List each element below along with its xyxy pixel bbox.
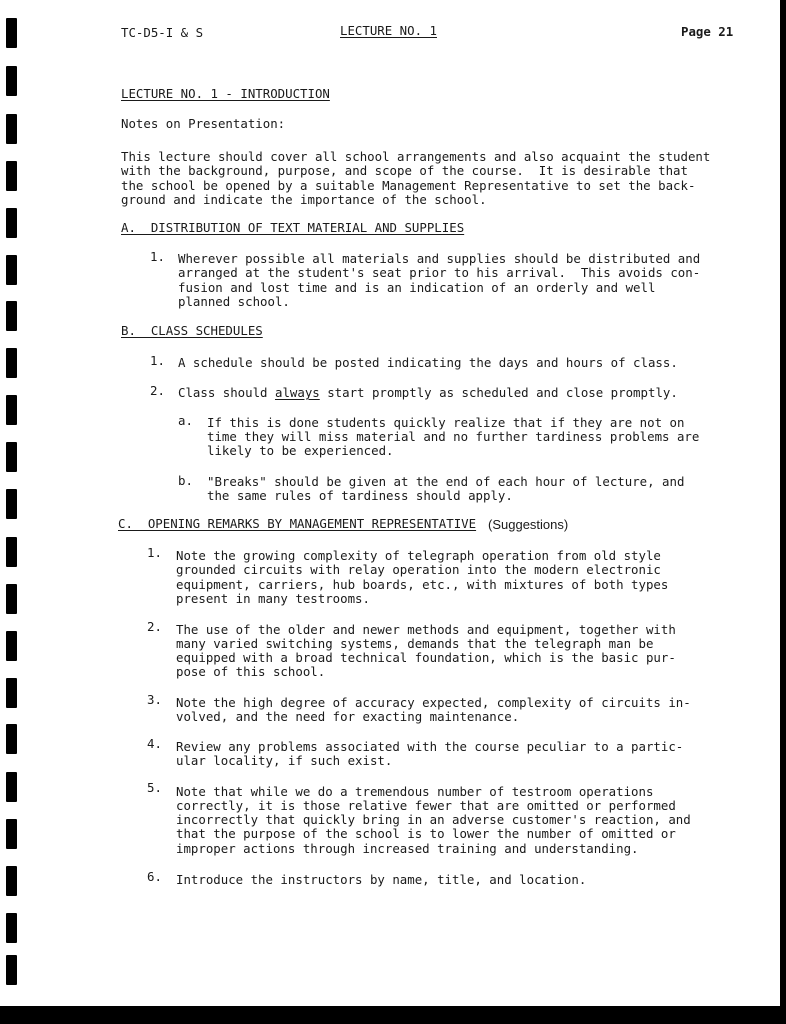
binding-mark bbox=[6, 724, 17, 754]
scan-right-edge bbox=[780, 0, 786, 1024]
list-item-line: equipped with a broad technical foundation, which is the basic pur- bbox=[176, 650, 676, 665]
sub-item-line: likely to be experienced. bbox=[207, 443, 394, 458]
section-c-heading: C. OPENING REMARKS BY MANAGEMENT REPRESENTATIVE bbox=[118, 516, 477, 531]
sub-item-line: time they will miss material and no further tardiness problems are bbox=[207, 429, 700, 444]
item-number: 5. bbox=[147, 780, 162, 795]
binding-mark bbox=[6, 255, 17, 285]
binding-mark bbox=[6, 772, 17, 802]
header-lecture-title: LECTURE NO. 1 bbox=[340, 23, 437, 38]
text-run: start promptly as scheduled and close promptly. bbox=[319, 385, 678, 400]
binding-mark bbox=[6, 301, 17, 331]
list-item-line: volved, and the need for exacting maintenance. bbox=[176, 709, 520, 724]
binding-mark bbox=[6, 161, 17, 191]
list-item-line: incorrectly that quickly bring in an adverse customer's reaction, and bbox=[176, 812, 691, 827]
sub-item-line: the same rules of tardiness should apply. bbox=[207, 488, 513, 503]
list-item-line: improper actions through increased training and understanding. bbox=[176, 841, 639, 856]
intro-line: This lecture should cover all school arrangements and also acquaint the student bbox=[121, 149, 711, 164]
binding-mark bbox=[6, 678, 17, 708]
list-item-line: that the purpose of the school is to lower the number of omitted or bbox=[176, 826, 676, 841]
binding-mark bbox=[6, 631, 17, 661]
binding-mark bbox=[6, 395, 17, 425]
intro-line: the school be opened by a suitable Management Representative to set the back- bbox=[121, 178, 696, 193]
binding-mark bbox=[6, 819, 17, 849]
list-item-line: Note the high degree of accuracy expected, complexity of circuits in- bbox=[176, 695, 691, 710]
list-item-line: The use of the older and newer methods and equipment, together with bbox=[176, 622, 676, 637]
binding-mark bbox=[6, 489, 17, 519]
header-doc-code: TC-D5-I & S bbox=[121, 25, 204, 40]
list-item-line: arranged at the student's seat prior to his arrival. This avoids con- bbox=[178, 265, 701, 280]
emphasis-always: always bbox=[274, 385, 320, 400]
suggestions-note: (Suggestions) bbox=[488, 517, 569, 532]
binding-mark bbox=[6, 348, 17, 378]
binding-mark bbox=[6, 913, 17, 943]
section-a-heading: A. DISTRIBUTION OF TEXT MATERIAL AND SUPPLIES bbox=[121, 220, 465, 235]
sub-item-line: "Breaks" should be given at the end of each hour of lecture, and bbox=[207, 474, 685, 489]
binding-mark bbox=[6, 955, 17, 985]
notes-heading: Notes on Presentation: bbox=[121, 116, 286, 131]
item-number: 1. bbox=[150, 353, 165, 368]
item-number: 2. bbox=[147, 619, 162, 634]
text-run: Class should bbox=[178, 385, 275, 400]
scan-bottom-edge bbox=[0, 1006, 786, 1024]
intro-line: with the background, purpose, and scope of the course. It is desirable that bbox=[121, 163, 688, 178]
list-item-line: Note the growing complexity of telegraph operation from old style bbox=[176, 548, 661, 563]
binding-mark bbox=[6, 66, 17, 96]
list-item-line: present in many testrooms. bbox=[176, 591, 370, 606]
list-item-line: planned school. bbox=[178, 294, 290, 309]
list-item-line: pose of this school. bbox=[176, 664, 326, 679]
list-item-line bbox=[178, 386, 678, 401]
intro-line: ground and indicate the importance of the school. bbox=[121, 192, 487, 207]
item-number: 4. bbox=[147, 736, 162, 751]
list-item-line: correctly, it is those relative fewer that are omitted or performed bbox=[176, 798, 676, 813]
item-number: 1. bbox=[150, 249, 165, 264]
item-number: 3. bbox=[147, 692, 162, 707]
binding-mark bbox=[6, 866, 17, 896]
list-item-line: Wherever possible all materials and supplies should be distributed and bbox=[178, 251, 701, 266]
item-number: 1. bbox=[147, 545, 162, 560]
list-item-line: A schedule should be posted indicating the days and hours of class. bbox=[178, 355, 678, 370]
binding-mark bbox=[6, 114, 17, 144]
list-item-line: ular locality, if such exist. bbox=[176, 753, 393, 768]
sub-item-letter: a. bbox=[178, 413, 193, 428]
sub-item-line: If this is done students quickly realize that if they are not on bbox=[207, 415, 685, 430]
list-item-line: equipment, carriers, hub boards, etc., with mixtures of both types bbox=[176, 577, 669, 592]
header-page-number: Page 21 bbox=[681, 24, 734, 39]
sub-item-letter: b. bbox=[178, 473, 193, 488]
list-item-line: fusion and lost time and is an indication of an orderly and well bbox=[178, 280, 656, 295]
binding-mark bbox=[6, 442, 17, 472]
binding-mark bbox=[6, 18, 17, 48]
page-title: LECTURE NO. 1 - INTRODUCTION bbox=[121, 86, 330, 101]
item-number: 6. bbox=[147, 869, 162, 884]
item-number: 2. bbox=[150, 383, 165, 398]
list-item-line: Review any problems associated with the course peculiar to a partic- bbox=[176, 739, 684, 754]
list-item-line: grounded circuits with relay operation into the modern electronic bbox=[176, 562, 661, 577]
binding-mark bbox=[6, 584, 17, 614]
list-item-line: Note that while we do a tremendous number of testroom operations bbox=[176, 784, 654, 799]
section-b-heading: B. CLASS SCHEDULES bbox=[121, 323, 263, 338]
binding-mark bbox=[6, 208, 17, 238]
list-item-line: Introduce the instructors by name, title, and location. bbox=[176, 872, 587, 887]
binding-mark bbox=[6, 537, 17, 567]
list-item-line: many varied switching systems, demands that the telegraph man be bbox=[176, 636, 654, 651]
